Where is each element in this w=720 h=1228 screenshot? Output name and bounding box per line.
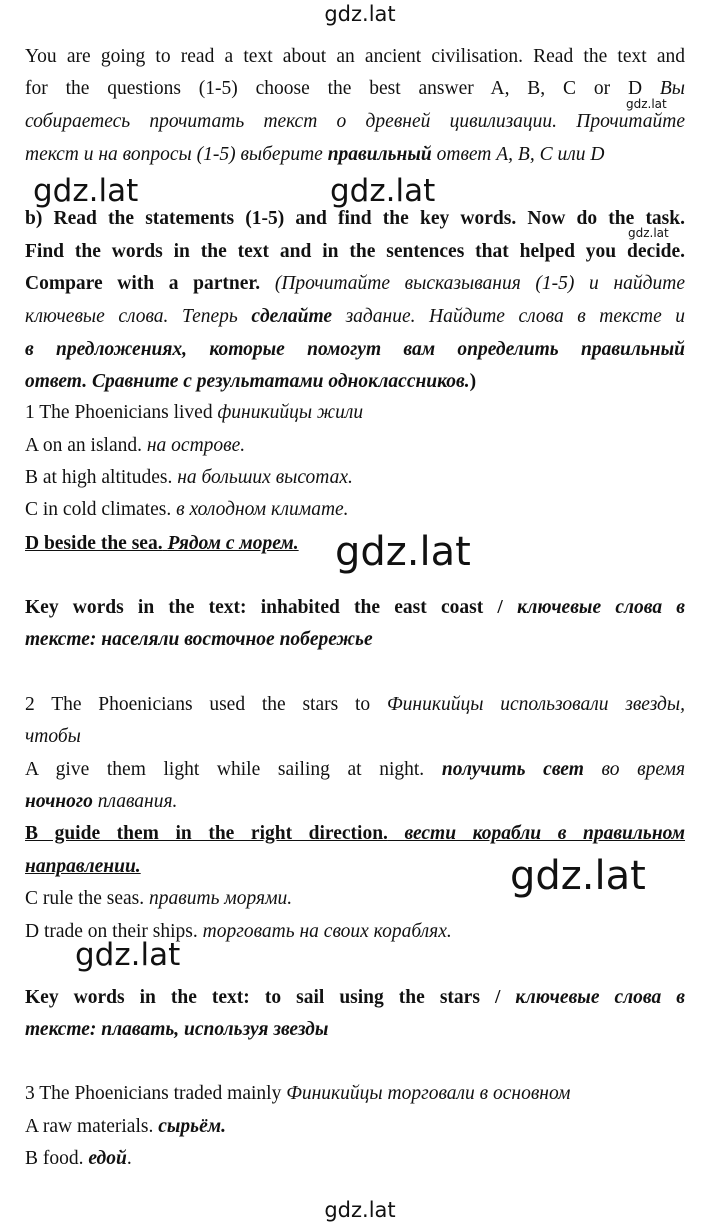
- watermark-large: gdz.lat: [510, 853, 646, 899]
- q2-option-b-correct: B guide them in the right direction. вести корабли в правильном: [25, 823, 686, 844]
- watermark-small: gdz.lat: [628, 226, 669, 240]
- intro-line-1: You are going to read a text about an ancient civilisation. Read the text and: [25, 46, 685, 67]
- q2-stem: 2 The Phoenicians used the stars to Финикийцы использовали звезды,: [25, 694, 685, 715]
- q3-option-b: B food. едой.: [25, 1148, 132, 1169]
- q2-option-b-line-2: направлении.: [25, 856, 141, 877]
- q1-option-b: B at high altitudes. на больших высотах.: [25, 467, 353, 488]
- q2-option-a: A give them light while sailing at night. получить свет во время: [25, 759, 686, 780]
- task-b-line-3: Compare with a partner. (Прочитайте высказывания (1-5) и найдите: [25, 273, 685, 294]
- q1-option-d-correct: D beside the sea. Рядом с морем.: [25, 533, 299, 554]
- watermark-bottom: gdz.lat: [324, 1198, 396, 1222]
- q2-option-d: D trade on their ships. торговать на своих кораблях.: [25, 921, 452, 942]
- q1-stem: 1 The Phoenicians lived финикийцы жили: [25, 402, 364, 423]
- q2-key-words-line-1: Key words in the text: to sail using the stars / ключевые слова в: [25, 987, 685, 1008]
- watermark-small: gdz.lat: [626, 97, 667, 111]
- task-b-line-4: ключевые слова. Теперь сделайте задание. Найдите слова в тексте и: [25, 306, 686, 327]
- watermark-mid: gdz.lat: [330, 173, 436, 209]
- watermark-mid: gdz.lat: [75, 937, 181, 973]
- q3-stem: 3 The Phoenicians traded mainly Финикийцы торговали в основном: [25, 1083, 571, 1104]
- intro-line-2: for the questions (1-5) choose the best answer A, B, C or D Вы: [25, 78, 685, 99]
- q2-key-words-line-2: тексте: плавать, используя звезды: [25, 1019, 329, 1040]
- task-b-line-2: Find the words in the text and in the sentences that helped you decide.: [25, 241, 685, 262]
- intro-line-3: собираетесь прочитать текст о древней цивилизации. Прочитайте: [25, 111, 685, 132]
- q2-option-a-line-2: ночного плавания.: [25, 791, 178, 812]
- q2-stem-line-2: чтобы: [25, 726, 81, 747]
- watermark-mid: gdz.lat: [33, 173, 139, 209]
- task-b-line-5: в предложениях, которые помогут вам определить правильный: [25, 339, 686, 360]
- task-b-line-6: ответ. Сравните с результатами одноклассников.): [25, 371, 477, 392]
- watermark-large: gdz.lat: [335, 529, 471, 575]
- intro-line-4: текст и на вопросы (1-5) выберите правильный ответ A, B, C или D: [25, 144, 605, 165]
- watermark-top: gdz.lat: [324, 2, 396, 26]
- q1-option-c: C in cold climates. в холодном климате.: [25, 499, 349, 520]
- q3-option-a: A raw materials. сырьём.: [25, 1116, 226, 1137]
- task-b-line-1: b) Read the statements (1-5) and find the key words. Now do the task.: [25, 208, 685, 229]
- q1-option-a: A on an island. на острове.: [25, 435, 246, 456]
- q1-key-words-line-1: Key words in the text: inhabited the east coast / ключевые слова в: [25, 597, 685, 618]
- q1-key-words-line-2: тексте: населяли восточное побережье: [25, 629, 373, 650]
- q2-option-c: C rule the seas. править морями.: [25, 888, 293, 909]
